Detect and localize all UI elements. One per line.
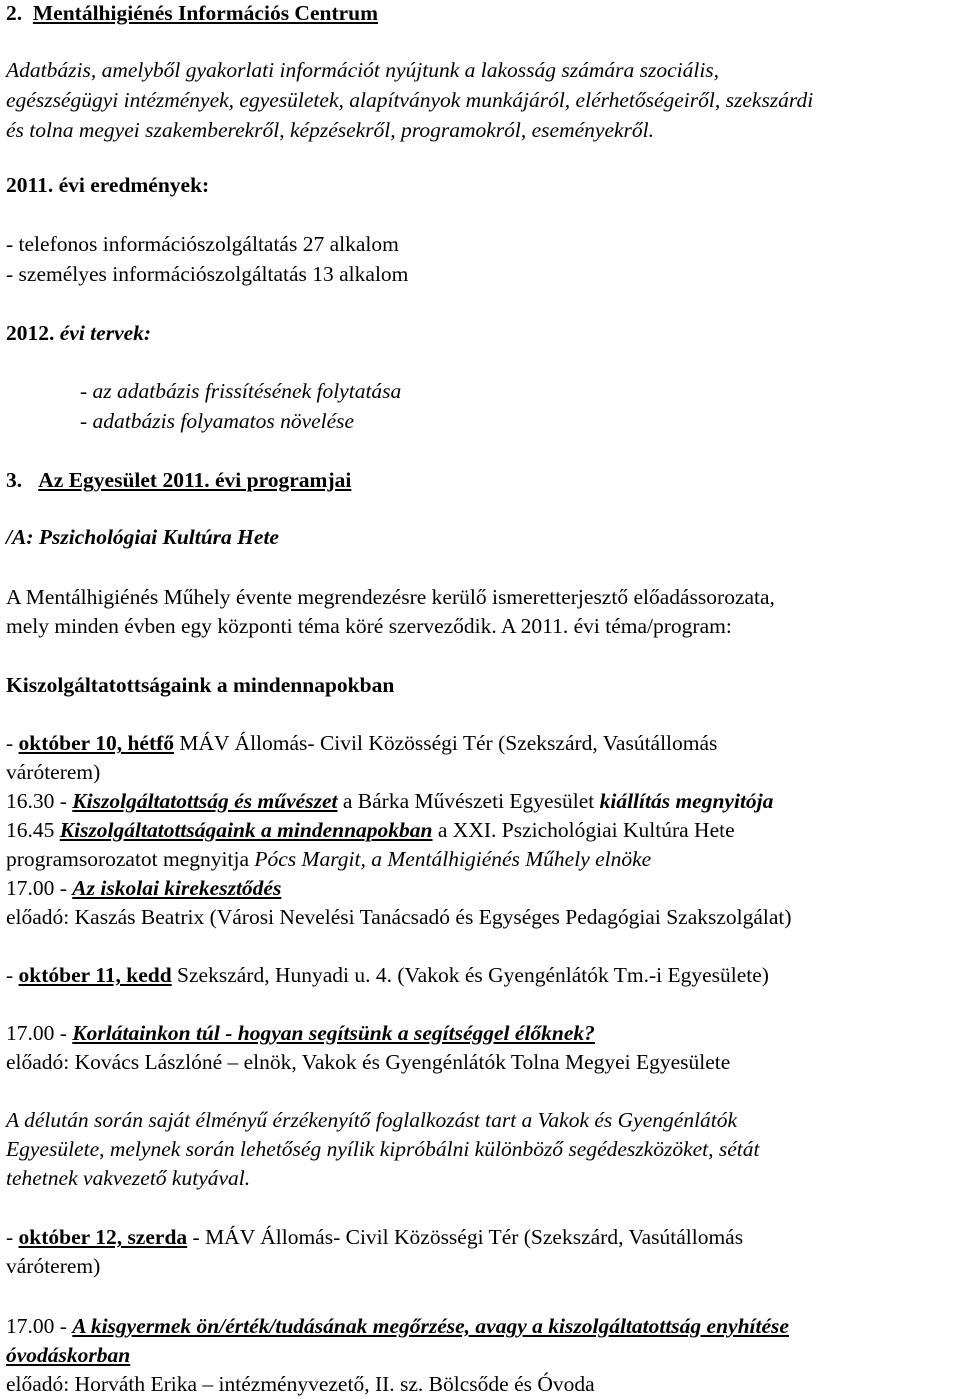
event-place-cont: váróterem) [6, 1254, 101, 1278]
section-3-heading [6, 467, 351, 493]
event-day-oct10 [6, 730, 717, 756]
section-title: Az Egyesület 2011. évi programjai [38, 468, 352, 492]
event-day-oct12 [6, 1224, 743, 1250]
event-item [6, 875, 281, 901]
event-time: 17.00 - [6, 1314, 73, 1338]
plan-item: - az adatbázis frissítésének folytatása [80, 379, 402, 403]
event-time: 16.45 [6, 818, 60, 842]
program-theme: Kiszolgáltatottságaink a mindennapokban [6, 673, 395, 697]
event-desc: programsorozatot megnyitja [6, 847, 255, 871]
event-title: Kiszolgáltatottság és művészet [72, 789, 338, 813]
event-item [6, 1313, 789, 1339]
event-title: Kiszolgáltatottságaink a mindennapokban [59, 818, 433, 842]
dash: - [6, 1225, 19, 1249]
event-time: 17.00 - [6, 1021, 73, 1045]
plans-heading [6, 320, 151, 346]
event-time: 17.00 - [6, 876, 73, 900]
result-item: - telefonos információszolgáltatás 27 alkalom [6, 232, 399, 256]
event-place: MÁV Állomás- Civil Közösségi Tér (Szekszárd, Vasútállomás [174, 731, 718, 755]
event-host: a Bárka Művészeti Egyesület [337, 789, 600, 813]
event-date: október 12, szerda [18, 1225, 188, 1249]
event-person: Pócs Margit, a Mentálhigiénés Műhely elnöke [254, 847, 652, 871]
plan-item: - adatbázis folyamatos növelése [80, 409, 355, 433]
dash: - [6, 731, 19, 755]
event-speaker: előadó: Kovács Lászlóné – elnök, Vakok és Gyengénlátók Tolna Megyei Egyesülete [6, 1050, 731, 1074]
event-item [6, 1020, 595, 1046]
event-title-cont: óvodáskorban [6, 1343, 131, 1367]
description-line: és tolna megyei szakemberekről, képzésekről, programokról, eseményekről. [6, 118, 654, 142]
plans-year: 2012. [6, 321, 55, 345]
event-item [6, 788, 773, 814]
event-place: - MÁV Állomás- Civil Közösségi Tér (Szekszárd, Vasútállomás [187, 1225, 744, 1249]
event-speaker: előadó: Horváth Erika – intézményvezető, II. sz. Bölcsőde és Óvoda [6, 1372, 595, 1396]
section-number: 3. [6, 468, 23, 492]
event-note-line: tehetnek vakvezető kutyával. [6, 1166, 251, 1190]
event-place: Szekszárd, Hunyadi u. 4. (Vakok és Gyengénlátók Tm.-i Egyesülete) [171, 963, 769, 987]
plans-label: évi tervek: [54, 321, 152, 345]
results-heading: 2011. évi eredmények: [6, 173, 210, 197]
section-title: Mentálhigiénés Információs Centrum [32, 1, 379, 25]
section-number: 2. [6, 1, 23, 25]
event-speaker: előadó: Kaszás Beatrix (Városi Nevelési Tanácsadó és Egységes Pedagógiai Szakszolgálat) [6, 905, 792, 929]
event-time: 16.30 - [6, 789, 73, 813]
dash: - [6, 963, 19, 987]
event-day-oct11 [6, 962, 769, 988]
event-title: Korlátainkon túl - hogyan segítsünk a segítséggel élőknek? [72, 1021, 595, 1045]
event-desc-cont [6, 846, 651, 872]
result-item: - személyes információszolgáltatás 13 alkalom [6, 262, 409, 286]
subsection-heading: /A: Pszichológiai Kultúra Hete [6, 525, 279, 549]
description-line: Adatbázis, amelyből gyakorlati információt nyújtunk a lakosság számára szociális, [6, 58, 720, 82]
event-place-cont: váróterem) [6, 760, 101, 784]
event-note-line: Egyesülete, melynek során lehetőség nyílik kipróbálni különböző segédeszközöket, sétát [6, 1137, 760, 1161]
description-line: egészségügyi intézmények, egyesületek, alapítványok munkájáról, elérhetőségeiről, szekszárdi [6, 88, 814, 112]
event-desc: a XXI. Pszichológiai Kultúra Hete [432, 818, 735, 842]
intro-line: A Mentálhigiénés Műhely évente megrendezésre kerülő ismeretterjesztő előadássorozata, [6, 585, 775, 609]
section-2-heading [6, 0, 378, 26]
event-date: október 10, hétfő [18, 731, 175, 755]
event-note-line: A délután során saját élményű érzékenyítő foglalkozást tart a Vakok és Gyengénlátók [6, 1108, 738, 1132]
event-item [6, 817, 735, 843]
event-type: kiállítás megnyitója [599, 789, 774, 813]
event-title: A kisgyermek ön/érték/tudásának megőrzése, avagy a kiszolgáltatottság enyhítése [72, 1314, 789, 1338]
event-date: október 11, kedd [18, 963, 172, 987]
intro-line: mely minden évben egy központi téma köré szerveződik. A 2011. évi téma/program: [6, 614, 732, 638]
event-title: Az iskolai kirekesztődés [72, 876, 282, 900]
